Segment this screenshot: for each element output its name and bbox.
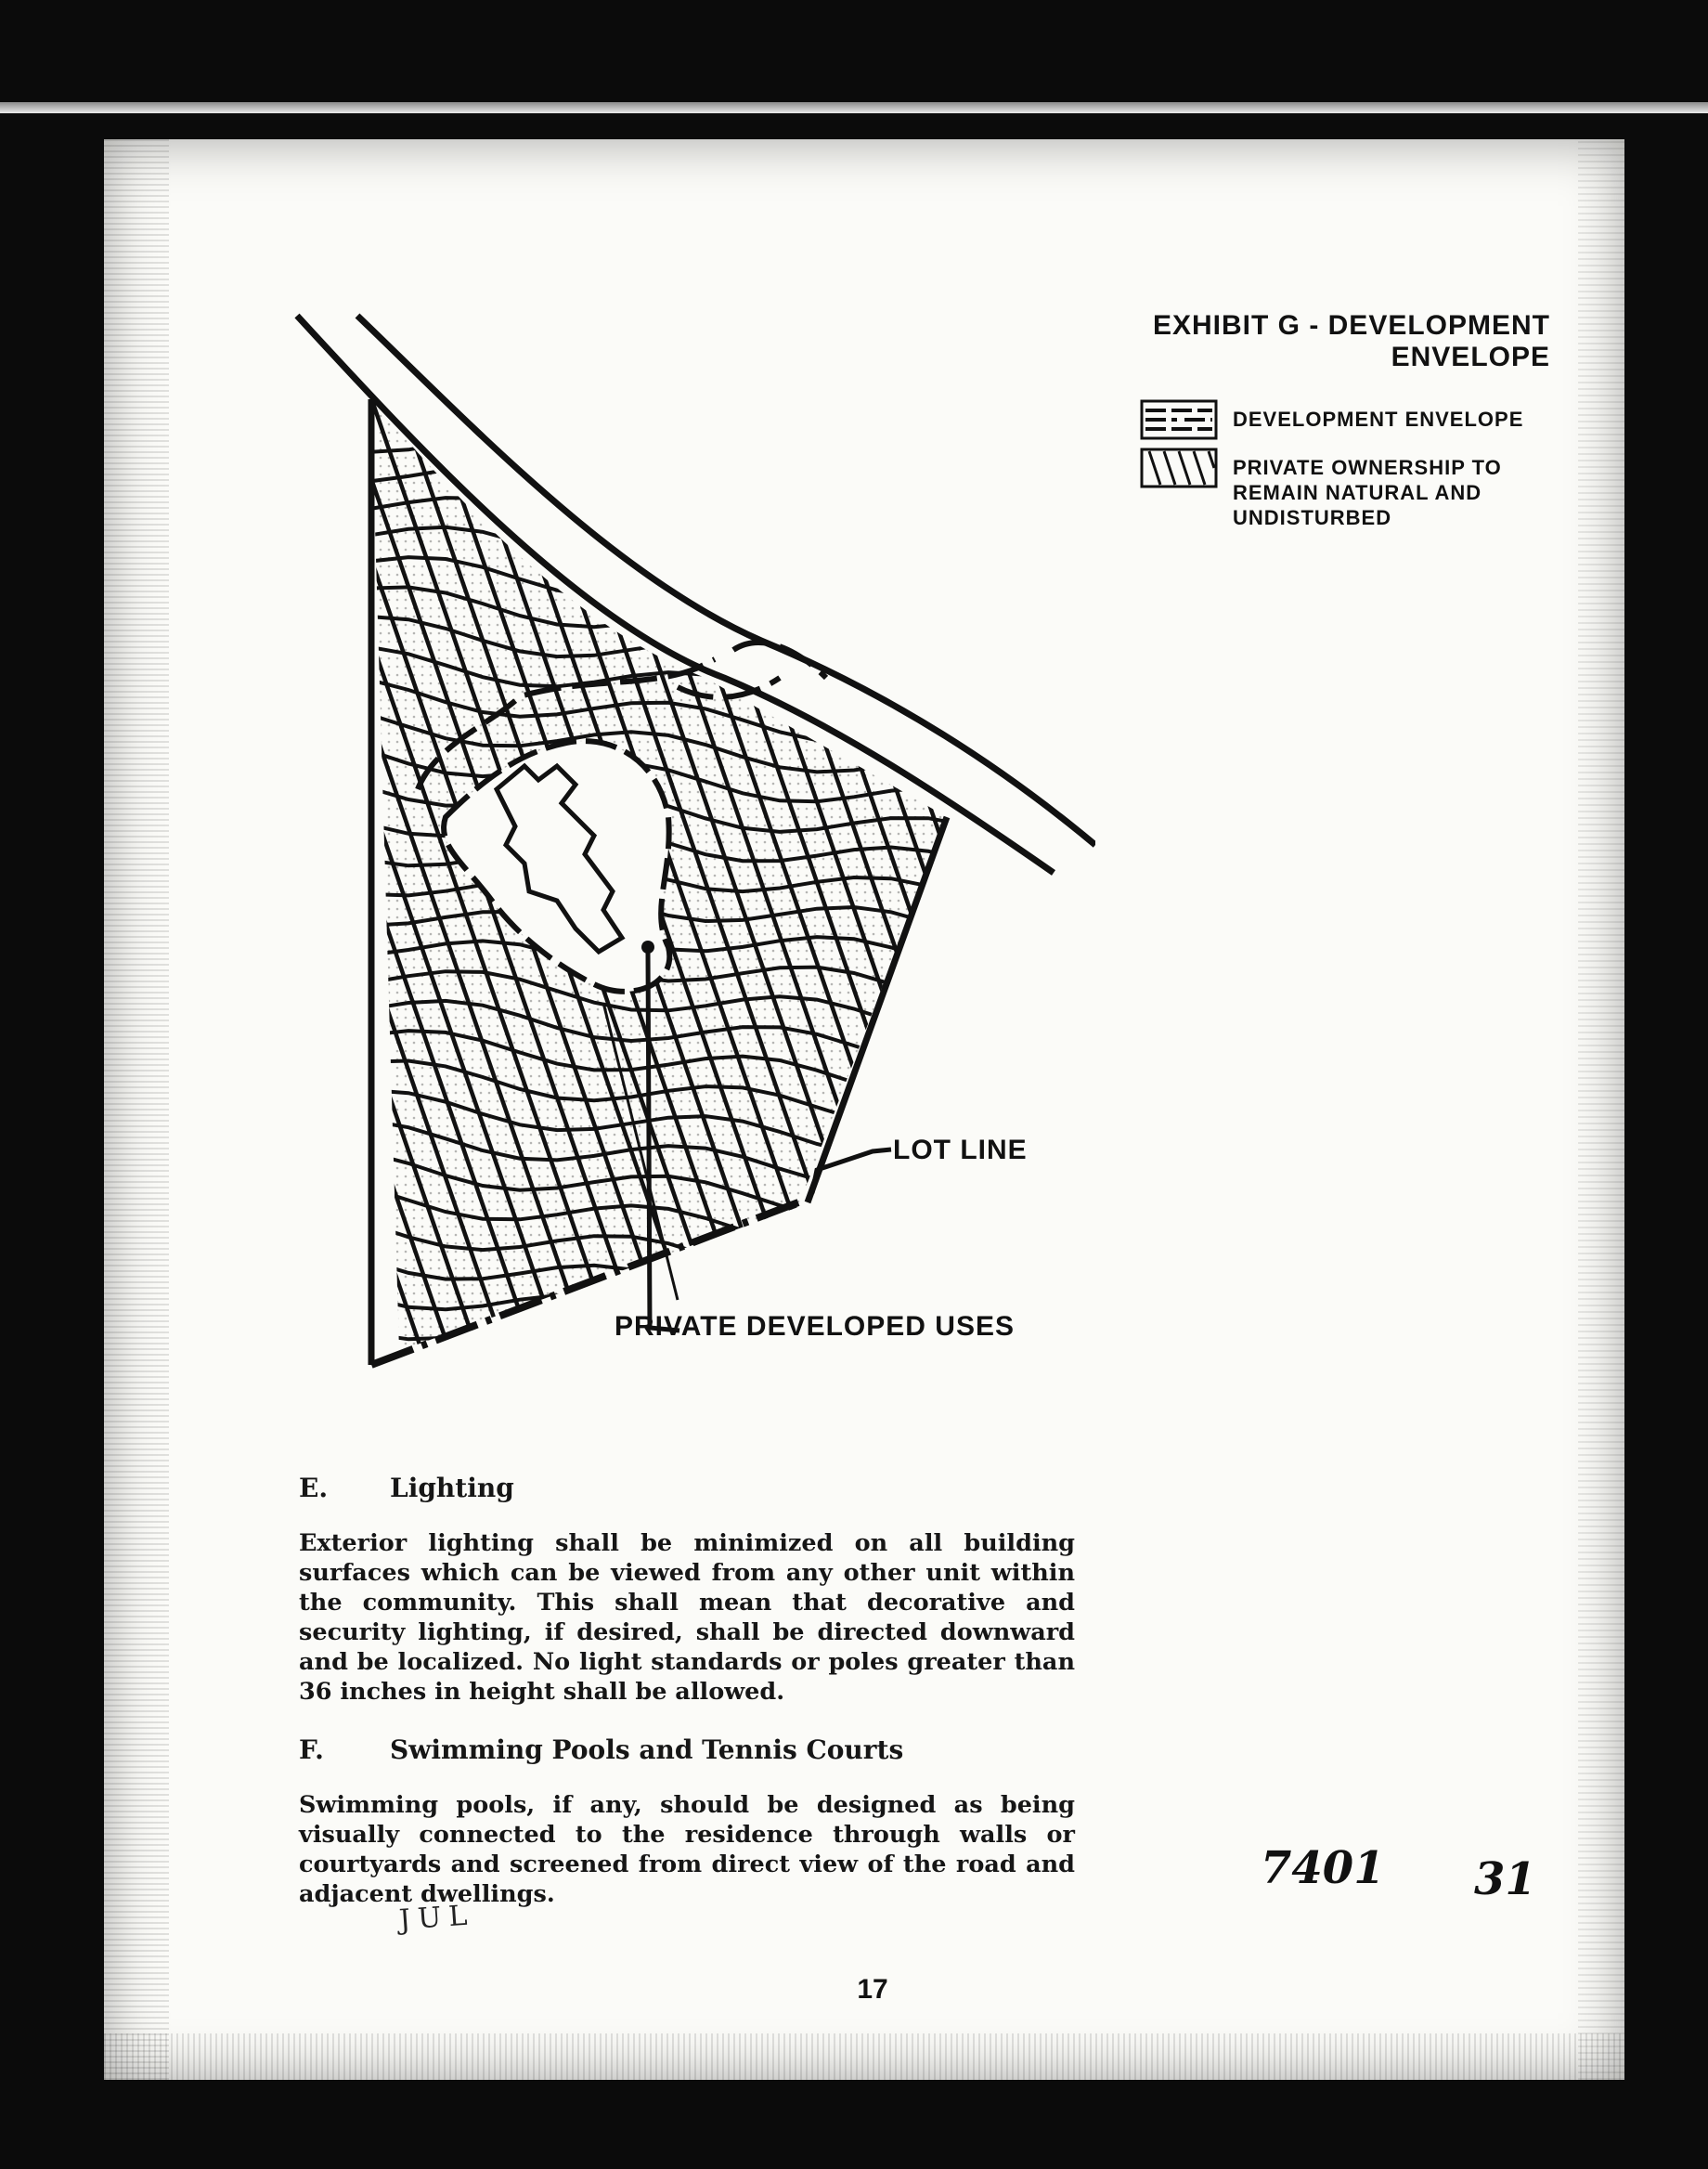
legend-swatch-development-envelope [1140, 399, 1218, 440]
legend-label-development-envelope: DEVELOPMENT ENVELOPE [1233, 408, 1524, 431]
hatch-line [1086, 371, 1095, 1393]
stamp-number-right: 31 [1474, 1853, 1536, 1905]
hatch-line [1003, 371, 1095, 1393]
section-e-heading [299, 1473, 514, 1503]
natural-area-hatch [278, 297, 1095, 1411]
hatch-line [975, 371, 1095, 1393]
exhibit-title-line1: EXHIBIT G - DEVELOPMENT [1152, 310, 1550, 341]
hatch-line [278, 371, 325, 1393]
section-e-title: Lighting [390, 1473, 514, 1503]
stamp-number-left: 7401 [1261, 1842, 1385, 1894]
hatch-line [947, 371, 1095, 1393]
site-plan-diagram [278, 297, 1095, 1411]
section-f-number: F. [299, 1734, 324, 1765]
section-f-title: Swimming Pools and Tennis Courts [390, 1734, 904, 1765]
scan-noise-left [104, 139, 169, 2080]
hatch-line [1058, 371, 1095, 1393]
hatch-line [1030, 371, 1095, 1393]
scan-edge-band [0, 102, 1708, 113]
section-f-body: Swimming pools, if any, should be designed as being visually connected to the residence through walls or courtyards and screened from direct view of the road and adjacent dwellings. [299, 1791, 1075, 1908]
callout-private-developed-uses: PRIVATE DEVELOPED USES [615, 1311, 1015, 1342]
page-number: 17 [857, 1974, 888, 2005]
scan-noise-bottom [104, 2033, 1624, 2080]
hatch-line [919, 371, 1095, 1393]
hatch-line [278, 371, 297, 1393]
section-e-number: E. [299, 1473, 329, 1503]
exhibit-title [1068, 310, 1550, 373]
section-f-heading [299, 1734, 903, 1765]
hatch-line [278, 371, 353, 1393]
contour-line [334, 1352, 1003, 1411]
hatch-line [278, 371, 381, 1393]
driveway-point [641, 941, 654, 954]
callout-lot-line: LOT LINE [893, 1135, 1028, 1165]
legend-swatch-private-natural [1140, 448, 1218, 488]
section-e-body: Exterior lighting shall be minimized on all building surfaces which can be viewed from any other unit within the community. This shall mean that decorative and security lighting, if desired, shall be directed downward and be localized. No light standards or poles greater than 36 inches in height shall be allowed. [299, 1529, 1075, 1706]
handwritten-mark: JUL [397, 1899, 476, 1937]
legend-label-private-natural: PRIVATE OWNERSHIP TO REMAIN NATURAL AND UNDISTURBED [1233, 456, 1502, 529]
exhibit-title-line2: ENVELOPE [1391, 342, 1550, 372]
scan-noise-right [1578, 139, 1624, 2080]
